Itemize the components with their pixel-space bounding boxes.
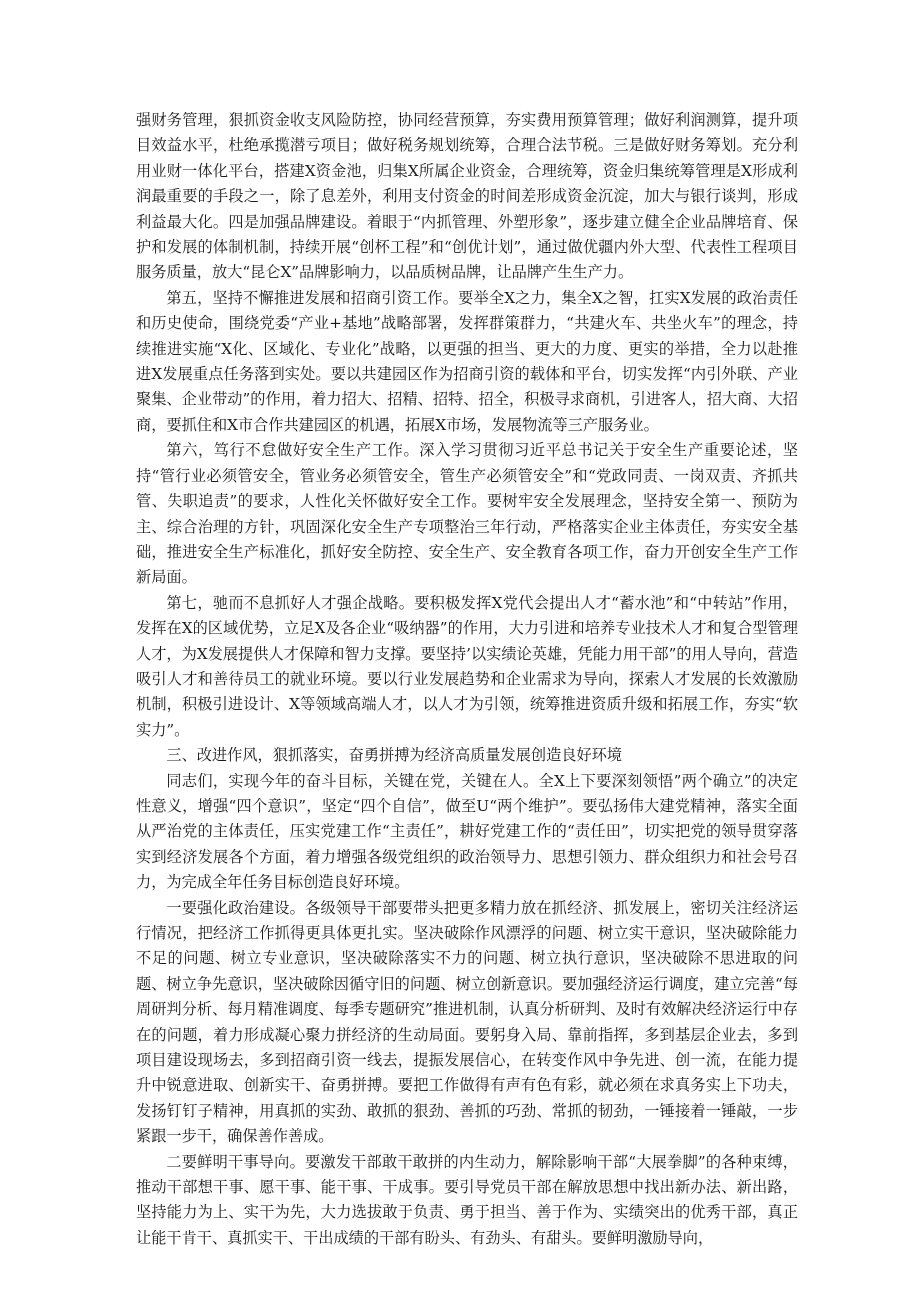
paragraph-political-building: 一要强化政治建设。各级领导干部要带头把更多精力放在抓经济、抓发展上，密切关注经济运行情况，把经济工作抓得更具体更扎实。坚决破除作风漂浮的问题、树立实干意识，坚决破除能力不足的问题、树立专业意识，坚决破除落实不力的问题、树立执行意识，坚决破除不思进取的问题、树立争先意识，坚决破除因循守旧的问题、树立创新意识。要加强经济运行调度，建立完善“每周研判分析、每月精准调度、每季专题研究”推进机制，认真分析研判、及时有效解决经济运行中存在的问题，着力形成凝心聚力拼经济的生动局面。要躬身入局、靠前指挥，多到基层企业去，多到项目建设现场去，多到招商引资一线去，提振发展信心，在转变作风中争先进、创一流，在能力提升中锐意进取、创新实干、奋勇拼搏。要把工作做得有声有色有彩，就必须在求真务实上下功夫，发扬钉钉子精神，用真抓的实劲、敢抓的狠劲、善抓的巧劲、常抓的韧劲，一锤接着一锤敲，一步紧跟一步干，确保善作善成。 — [136, 898, 798, 1146]
paragraph-finance: 强财务管理，狠抓资金收支风险防控，协同经营预算，夯实费用预算管理；做好利润测算，提升项目效益水平，杜绝承揽潜亏项目；做好税务规划统筹，合理合法节税。三是做好财务筹划。充分利用业财一体化平台，搭建X资金池，归集X所属企业资金，合理统筹，资金归集统筹管理是X形成利润最重要的手段之一，除了息差外，利用支付资金的时间差形成资金沉淀，加大与银行谈判，形成利益最大化。四是加强品牌建设。着眼于“内抓管理、外塑形象”，逐步建立健全企业品牌培育、保护和发展的体制机制，持续开展“创杯工程”和“创优计划”，通过做优疆内外大型、代表性工程项目服务质量，放大“昆仑X”品牌影响力，以品质树品牌，让品牌产生生产力。 — [136, 111, 798, 282]
document-page — [136, 108, 798, 1251]
paragraph-comrades: 同志们，实现今年的奋斗目标，关键在党，关键在人。全X上下要深刻领悟”两个确立”的决定性意义，增强“四个意识”，坚定“四个自信”，做至U“两个维护”。要弘扬伟大建党精神，落实全面从严治党的主体责任，压实党建工作“主责任”，耕好党建工作的“责任田”，切实把党的领导贯穿落实到经济发展各个方面，着力增强各级党组织的政治领导力、思想引领力、群众组织力和社会号召力，为完成全年任务目标创造良好环境。 — [136, 771, 798, 892]
paragraph-point-five: 第五，坚持不懈推进发展和招商引资工作。要举全X之力，集全X之智，扛实X发展的政治责任和历史使命，围绕党委“产业+基地”战略部署，发挥群策群力，“共建火车、共坐火车”的理念，持续推进实施“X化、区域化、专业化”战略，以更强的担当、更大的力度、更实的举措，全力以赴推进X发展重点任务落到实处。要以共建园区作为招商引资的载体和平台，切实发挥“内引外联、产业聚集、企业带动”的作用，着力招大、招精、招特、招全，积极寻求商机，引进客人，招大商、大招商，要抓住和X市合作共建园区的机遇，拓展X市场，发展物流等三产服务业。 — [136, 288, 798, 434]
paragraph-work-orientation: 二要鲜明干事导向。要激发干部敢干敢拼的内生动力，解除影响干部“大展拳脚”的各种束缚，推动干部想干事、愿干事、能干事、干成事。要引导党员干部在解放思想中找出新办法、新出路，坚持能力为上、实干为先，大力选拔敢于负责、勇于担当、善于作为、实绩突出的优秀干部，真正让能干肯干、真抓实干、干出成绩的干部有盼头、有劲头、有甜头。要鲜明激励导向， — [136, 1152, 798, 1247]
section-heading-three: 三、改进作风，狠抓落实，奋勇拼搏为经济高质量发展创造良好环境 — [166, 746, 623, 765]
paragraph-point-six: 第六，笃行不怠做好安全生产工作。深入学习贯彻习近平总书记关于安全生产重要论述，坚持“管行业必须管安全，管业务必须管安全，管生产必须管安全”和“党政同责、一岗双责、齐抓共管、失职追责”的要求，人性化关怀做好安全工作。要树牢安全发展理念，坚持安全第一、预防为主、综合治理的方针，巩固深化安全生产专项整治三年行动，严格落实企业主体责任，夯实安全基础，推进安全生产标准化，抓好安全防控、安全生产、安全教育各项工作，奋力开创安全生产工作新局面。 — [136, 441, 798, 587]
paragraph-point-seven: 第七，驰而不息抓好人才强企战略。要积极发挥X党代会提出人才“蓄水池”和“中转站”作用，发挥在X的区域优势，立足X及各企业“吸纳器”的作用，大力引进和培养专业技术人才和复合型管理人才，为X发展提供人才保障和智力支撑。要坚持’以实绩论英雄，凭能力用干部”的用人导向，营造吸引人才和善待员工的就业环境。要以行业发展趋势和企业需求为导向，探索人才发展的长效激励机制，积极引进设计、X等领域高端人才，以人才为引领，统筹推进资质升级和拓展工作，夯实“软实力”。 — [136, 593, 798, 739]
